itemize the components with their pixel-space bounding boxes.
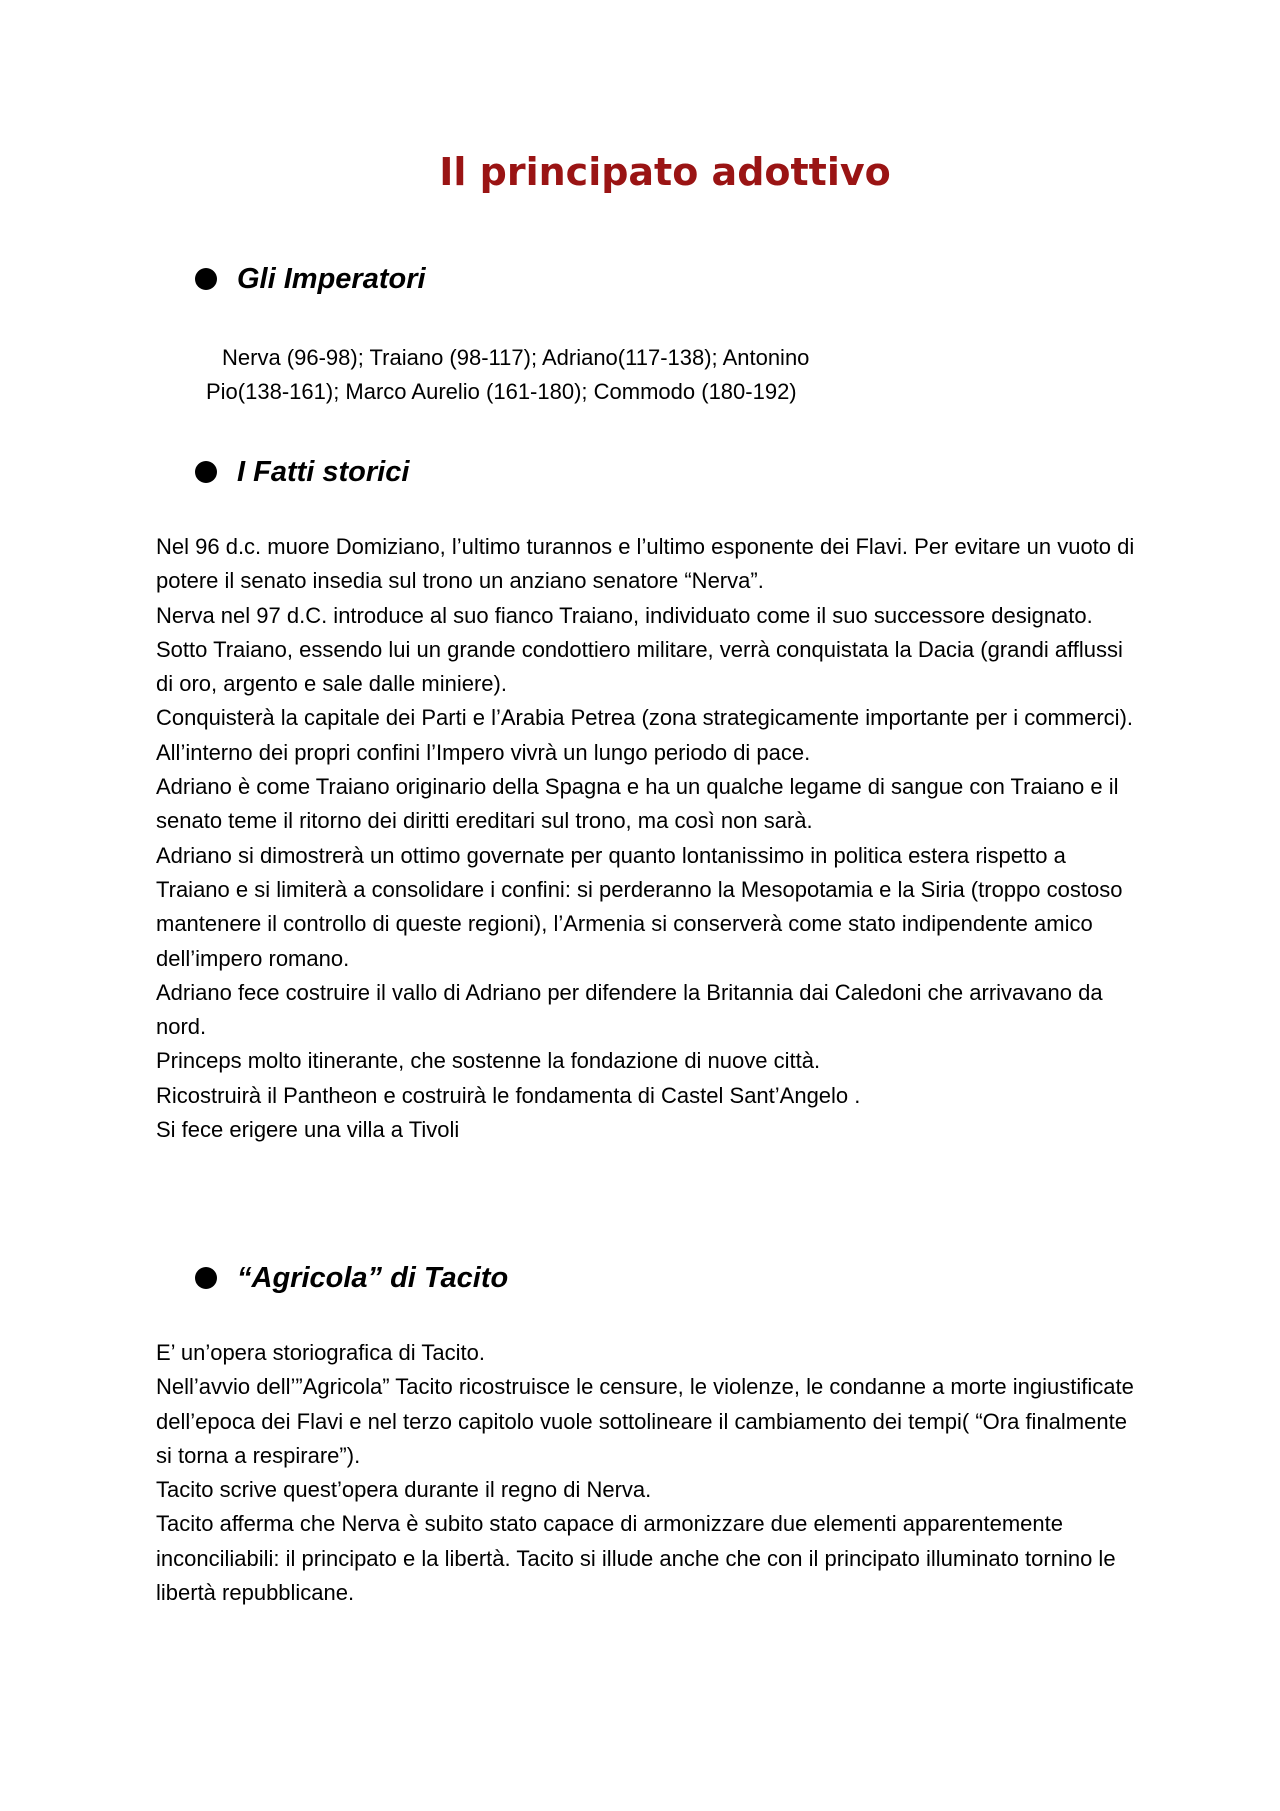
paragraph: Nell’avvio dell’”Agricola” Tacito ricostruisce le censure, le violenze, le condanne a morte ingiustificate dell’epoca dei Flavi e nel terzo capitolo vuole sottolineare il cambiamento dei tempi( “Ora finalmente si torna a respirare”). [156, 1374, 1134, 1468]
paragraph: Adriano è come Traiano originario della Spagna e ha un qualche legame di sangue con Traiano e il senato teme il ritorno dei diritti ereditari sul trono, ma così non sarà. [156, 774, 1119, 834]
section-heading-agricola [195, 1261, 508, 1296]
paragraph: Tacito scrive quest’opera durante il regno di Nerva. [156, 1477, 652, 1503]
paragraph: Tacito afferma che Nerva è subito stato capace di armonizzare due elementi apparentemente inconciliabili: il principato e la libertà. Tacito si illude anche che con il principato illuminato tornino le libertà repubblicane. [156, 1511, 1116, 1606]
bullet-icon [195, 461, 217, 483]
page-title: Il principato adottivo [439, 150, 891, 194]
paragraph: Princeps molto itinerante, che sostenne la fondazione di nuove città. [156, 1048, 821, 1074]
paragraph: Conquisterà la capitale dei Parti e l’Arabia Petrea (zona strategicamente importante per i commerci). [156, 705, 1134, 731]
fatti-storici-text [156, 530, 1136, 1147]
paragraph: Nel 96 d.c. muore Domiziano, l’ultimo turannos e l’ultimo esponente dei Flavi. Per evitare un vuoto di potere il senato insedia sul trono un anziano senatore “Nerva”. [156, 534, 1135, 594]
emperors-line: Pio(138-161); Marco Aurelio (161-180); Commodo (180-192) [206, 379, 797, 404]
paragraph: Adriano fece costruire il vallo di Adriano per difendere la Britannia dai Caledoni che arrivavano da nord. [156, 979, 1103, 1040]
agricola-text [156, 1336, 1136, 1610]
emperors-list [206, 341, 942, 409]
paragraph: Ricostruirà il Pantheon e costruirà le fondamenta di Castel Sant’Angelo . [156, 1082, 861, 1108]
paragraph: Adriano si dimostrerà un ottimo governate per quanto lontanissimo in politica estera rispetto a Traiano e si limiterà a consolidare i confini: si perderanno la Mesopotamia e la Siria (troppo costoso mantenere il controllo di queste regioni), l’Armenia si conserverà come stato indipendente amico dell’impero romano. [156, 842, 1123, 971]
section-heading-label: Gli Imperatori [237, 263, 426, 295]
bullet-icon [195, 268, 217, 290]
section-heading-label: I Fatti storici [237, 456, 410, 488]
section-heading-label: “Agricola” di Tacito [237, 1262, 509, 1294]
paragraph: All’interno dei propri confini l’Impero vivrà un lungo periodo di pace. [156, 739, 811, 765]
section-heading-imperatori [195, 262, 426, 297]
bullet-icon [195, 1267, 217, 1289]
section-heading-fatti-storici [195, 455, 409, 490]
paragraph: Si fece erigere una villa a Tivoli [156, 1117, 460, 1143]
emperors-line: Nerva (96-98); Traiano (98-117); Adriano(117-138); Antonino [222, 345, 810, 370]
paragraph: Sotto Traiano, essendo lui un grande condottiero militare, verrà conquistata la Dacia (grandi afflussi di oro, argento e sale dalle miniere). [156, 636, 1123, 697]
paragraph: E’ un’opera storiografica di Tacito. [156, 1340, 485, 1365]
paragraph: Nerva nel 97 d.C. introduce al suo fianco Traiano, individuato come il suo successore designato. [156, 602, 1093, 628]
